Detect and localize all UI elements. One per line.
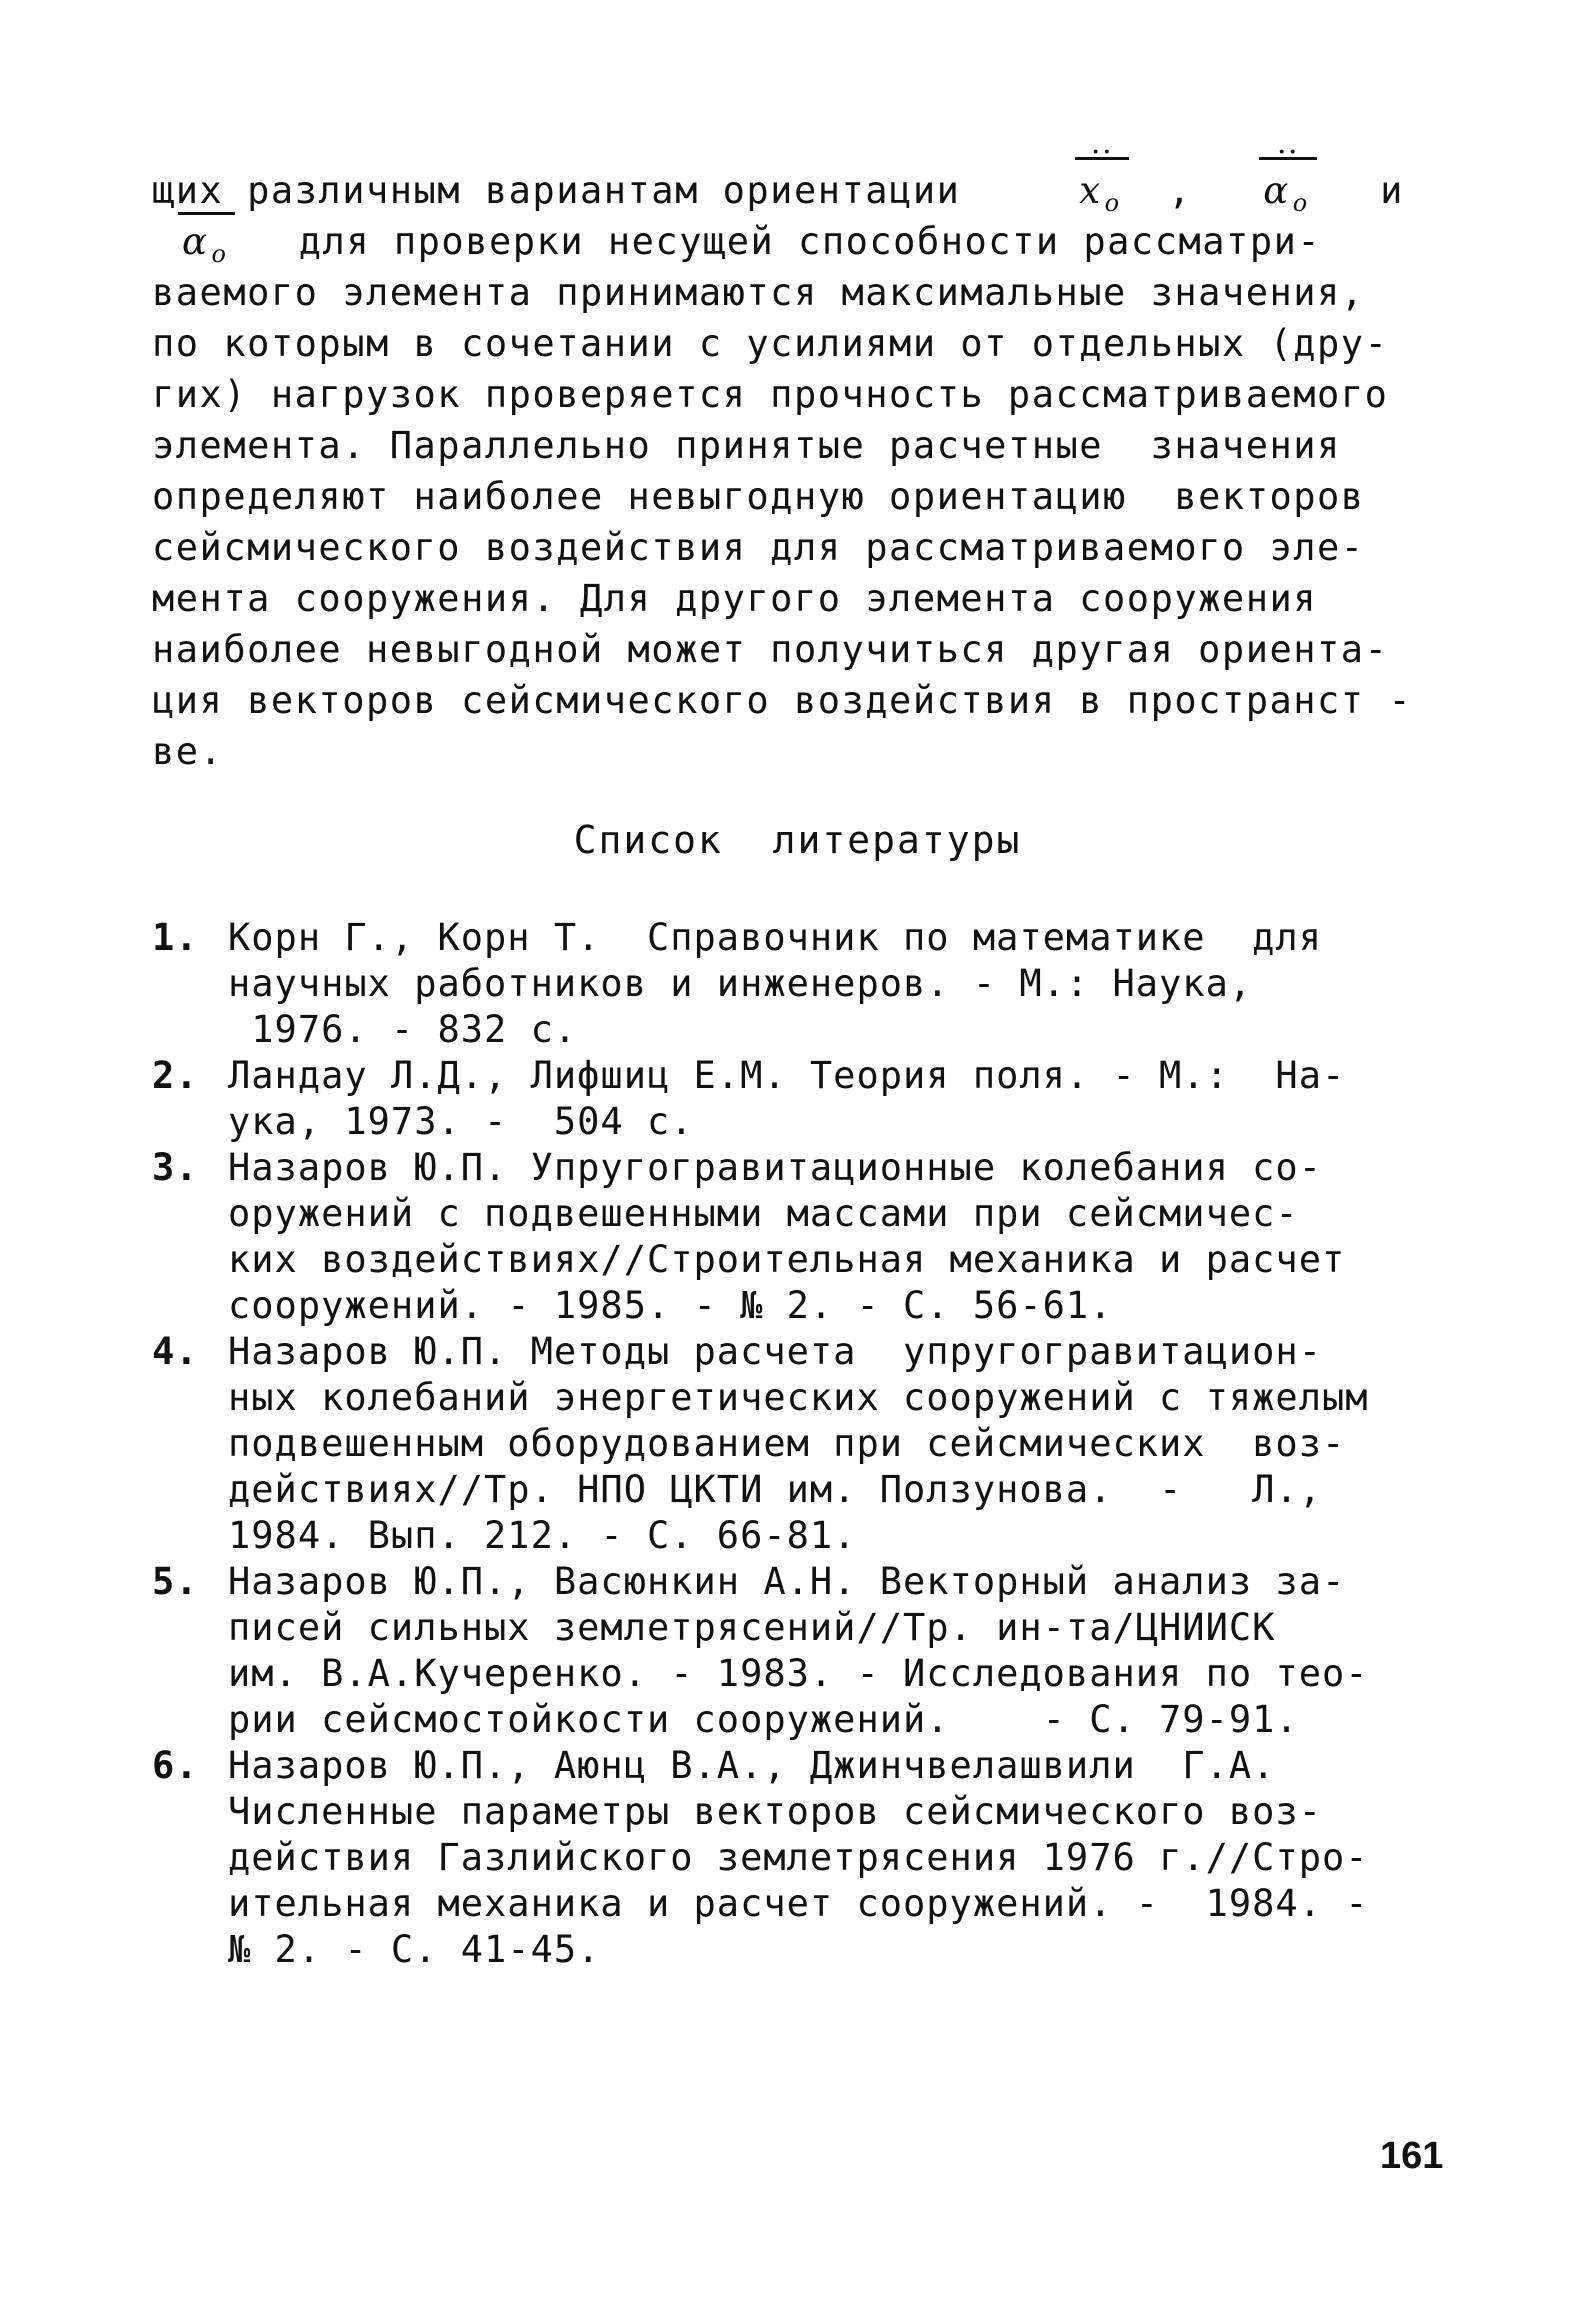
reference-body: Назаров Ю.П. Упругогравитационные колебания со- оружений с подвешенными массами при сейсмичес- ких воздействиях//Строительная механика и расчет сооружений. - 1985. - № 2. - С. 56-61. xyxy=(228,1146,1346,1327)
reference-number: 5. xyxy=(152,1560,199,1603)
reference-body: Корн Г., Корн Т. Справочник по математике для научных работников и инженеров. - М.: Наука, 1976. - 832 с. xyxy=(228,916,1322,1051)
paragraph-line-4: по которым в сочетании с усилиями от отдельных (дру- xyxy=(152,322,1389,365)
reference-item xyxy=(152,1053,1492,1145)
reference-item xyxy=(152,1145,1492,1329)
paragraph-line-7: определяют наиболее невыгодную ориентацию векторов xyxy=(152,475,1365,518)
reference-number: 2. xyxy=(152,1054,199,1097)
reference-item xyxy=(152,1559,1492,1743)
reference-number: 3. xyxy=(152,1146,199,1189)
paragraph-line-1: щих различным вариантам ориентации ·· x $_o$ , ·· α $_o$ и xyxy=(152,165,1482,216)
references-title: Список литературы xyxy=(573,818,1022,862)
reference-item xyxy=(152,915,1492,1053)
paragraph-line-8: сейсмического воздействия для рассматриваемого эле- xyxy=(152,526,1365,569)
alpha-bar-symbol: α $_o$ xyxy=(182,216,227,280)
reference-body: Ландау Л.Д., Лифшиц Е.М. Теория поля. - М.: На- ука, 1973. - 504 с. xyxy=(228,1054,1346,1143)
paragraph-line-10: наиболее невыгодной может получиться другая ориента- xyxy=(152,628,1389,671)
reference-item xyxy=(152,1743,1492,1973)
paragraph-line-12: ве. xyxy=(152,730,224,773)
paragraph-line-6: элемента. Параллельно принятые расчетные значения xyxy=(152,424,1341,467)
reference-number: 4. xyxy=(152,1330,199,1373)
paragraph-line-5: гих) нагрузок проверяется прочность рассматриваемого xyxy=(152,373,1389,416)
reference-body: Назаров Ю.П., Аюнц В.А., Джинчвелашвили Г.А. Численные параметры векторов сейсмического воз- действия Газлийского землетрясения 1976 г.//Стро- ительная механика и расчет сооружений. - 1984. - № 2. - С. 41-45. xyxy=(228,1744,1369,1971)
reference-item xyxy=(152,1329,1492,1559)
paragraph-line-3: ваемого элемента принимаются максимальные значения, xyxy=(152,271,1365,314)
references-list xyxy=(152,915,1492,1973)
paragraph-line-11: ция векторов сейсмического воздействия в пространст - xyxy=(152,679,1413,722)
reference-body: Назаров Ю.П. Методы расчета упругогравитацион- ных колебаний энергетических сооружений с тяжелым подвешенным оборудованием при сейсмических воз- действиях//Тр. НПО ЦКТИ им. Ползунова. - Л., 1984. Вып. 212. - С. 66-81. xyxy=(228,1330,1369,1557)
x-double-dot-symbol: ·· x $_o$ xyxy=(1079,165,1120,229)
reference-body: Назаров Ю.П., Васюнкин А.Н. Векторный анализ за- писей сильных землетрясений//Тр. ин-та/ЦНИИСК им. В.А.Кучеренко. - 1983. - Исследования по тео- рии сейсмостойкости сооружений. - С. 79-91. xyxy=(228,1560,1369,1741)
alpha-double-dot-symbol: ·· α $_o$ xyxy=(1263,165,1308,229)
paragraph-line-2: α $_o$ для проверки несущей способности рассматри- xyxy=(152,216,1482,267)
page-number: 161 xyxy=(1380,2135,1444,2177)
reference-number: 1. xyxy=(152,916,199,959)
paragraph-line-9: мента сооружения. Для другого элемента сооружения xyxy=(152,577,1318,620)
reference-number: 6. xyxy=(152,1744,199,1787)
body-paragraph xyxy=(152,135,1482,777)
